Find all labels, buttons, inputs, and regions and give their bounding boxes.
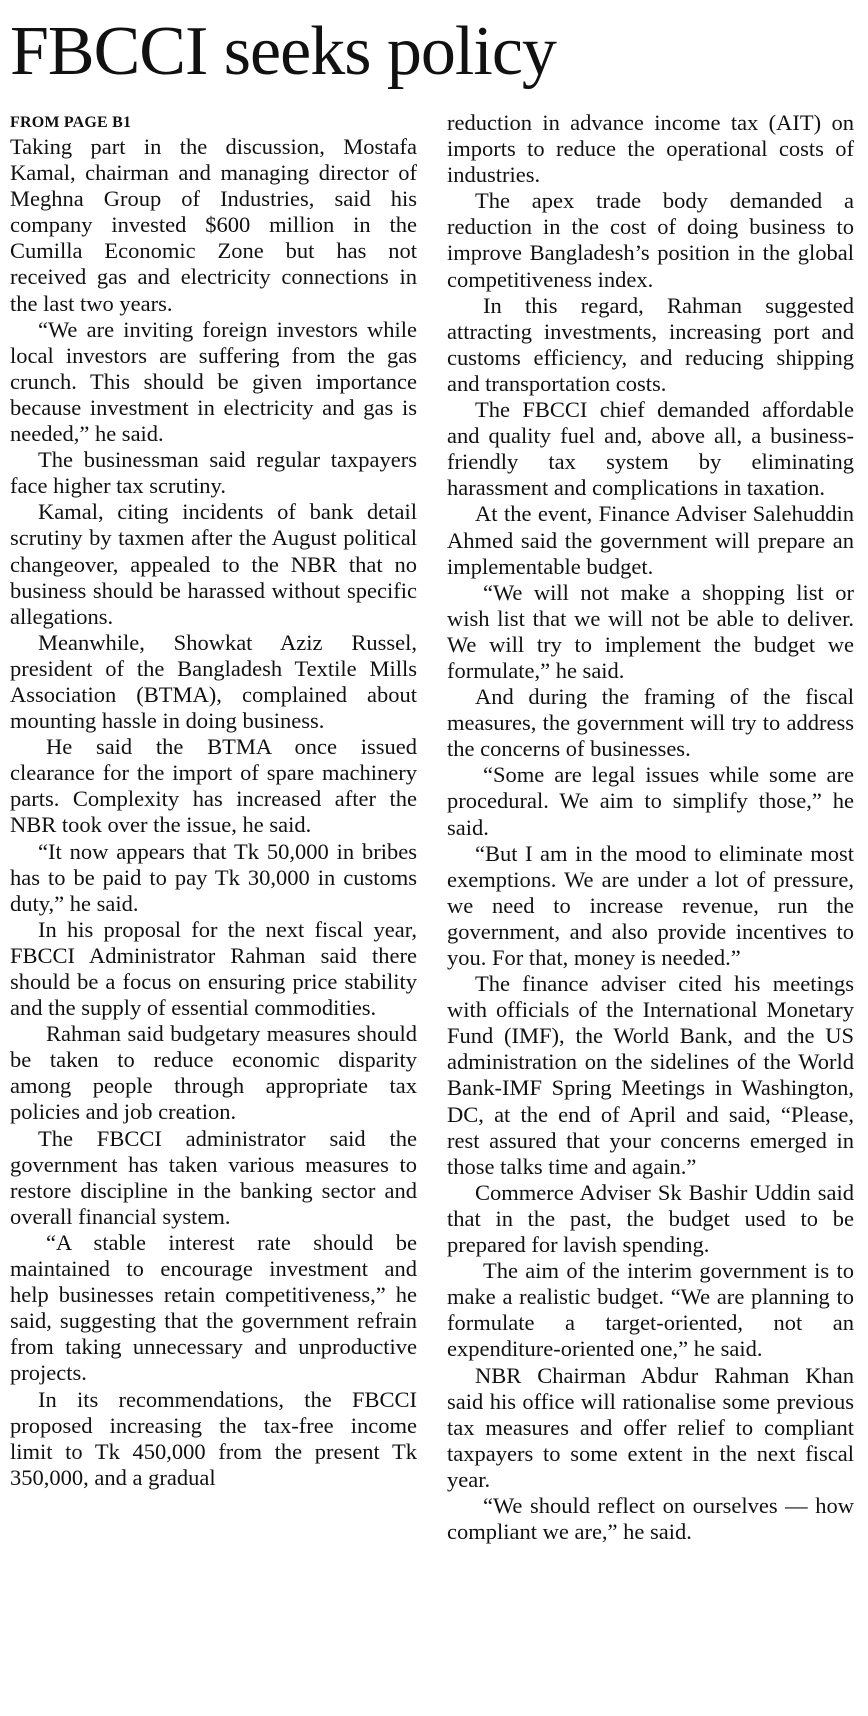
paragraph: In this regard, Rahman suggested attracting investments, increasing port and customs efficiency, and reducing shipping and transportation costs. (447, 292, 854, 396)
article-column-left (10, 110, 417, 1491)
paragraph: The aim of the interim government is to make a realistic budget. “We are planning to formulate a target-oriented, not an expenditure-oriented one,” he said. (447, 1258, 854, 1362)
jump-line: FROM PAGE B1 (10, 114, 132, 131)
paragraph: The businessman said regular taxpayers face higher tax scrutiny. (10, 447, 417, 499)
headline: FBCCI seeks policy (10, 13, 556, 90)
paragraph: “But I am in the mood to eliminate most exemptions. We are under a lot of pressure, we need to increase revenue, run the government, and also provide incentives to you. For that, money is needed.” (447, 840, 854, 970)
paragraph: The FBCCI administrator said the government has taken various measures to restore discipline in the banking sector and overall financial system. (10, 1125, 417, 1229)
paragraph: Rahman said budgetary measures should be taken to reduce economic disparity among people through appropriate tax policies and job creation. (10, 1021, 417, 1125)
paragraph: Commerce Adviser Sk Bashir Uddin said that in the past, the budget used to be prepared for lavish spending. (447, 1179, 854, 1258)
paragraph: “We should reflect on ourselves — how compliant we are,” he said. (447, 1492, 854, 1545)
paragraph: Kamal, citing incidents of bank detail scrutiny by taxmen after the August political changeover, appealed to the NBR that no business should be harassed without specific allegations. (10, 499, 417, 629)
paragraph: At the event, Finance Adviser Salehuddin Ahmed said the government will prepare an implementable budget. (447, 501, 854, 579)
paragraph: The FBCCI chief demanded affordable and quality fuel and, above all, a business-friendly tax system by eliminating harassment and complications in taxation. (447, 397, 854, 501)
paragraph: “Some are legal issues while some are procedural. We aim to simplify those,” he said. (447, 762, 854, 840)
paragraph: The finance adviser cited his meetings with officials of the International Monetary Fund (IMF), the World Bank, and the US administration on the sidelines of the World Bank-IMF Spring Meetings in Washington, DC, at the end of April and said, “Please, rest assured that your concerns emerged in those talks time and again.” (447, 971, 854, 1179)
paragraph: Meanwhile, Showkat Aziz Russel, president of the Bangladesh Textile Mills Association (BTMA), complained about mounting hassle in doing business. (10, 629, 417, 734)
paragraph: “We will not make a shopping list or wish list that we will not be able to deliver. We will try to implement the budget we formulate,” he said. (447, 579, 854, 683)
article-column-right (447, 110, 854, 1545)
paragraph: Taking part in the discussion, Mostafa Kamal, chairman and managing director of Meghna Group of Industries, said his company invested $600 million in the Cumilla Economic Zone but has not received gas and electricity connections in the last two years. (10, 134, 417, 316)
paragraph: The apex trade body demanded a reduction in the cost of doing business to improve Bangladesh’s position in the global competitiveness index. (447, 188, 854, 292)
paragraph: In his proposal for the next fiscal year, FBCCI Administrator Rahman said there should be a focus on ensuring price stability and the supply of essential commodities. (10, 916, 417, 1021)
paragraph: “It now appears that Tk 50,000 in bribes has to be paid to pay Tk 30,000 in customs duty,” he said. (10, 838, 417, 916)
paragraph: NBR Chairman Abdur Rahman Khan said his office will rationalise some previous tax measures and offer relief to compliant taxpayers to some extent in the next fiscal year. (447, 1362, 854, 1492)
paragraph: He said the BTMA once issued clearance for the import of spare machinery parts. Complexity has increased after the NBR took over the issue, he said. (10, 734, 417, 838)
paragraph: “We are inviting foreign investors while local investors are suffering from the gas crunch. This should be given importance because investment in electricity and gas is needed,” he said. (10, 316, 417, 447)
paragraph: In its recommendations, the FBCCI proposed increasing the tax-free income limit to Tk 450,000 from the present Tk 350,000, and a gradual (10, 1386, 417, 1490)
paragraph: And during the framing of the fiscal measures, the government will try to address the concerns of businesses. (447, 684, 854, 762)
paragraph: “A stable interest rate should be maintained to encourage investment and help businesses retain competitiveness,” he said, suggesting that the government refrain from taking unnecessary and unproductive projects. (10, 1229, 417, 1386)
paragraph: reduction in advance income tax (AIT) on imports to reduce the operational costs of industries. (447, 110, 854, 188)
